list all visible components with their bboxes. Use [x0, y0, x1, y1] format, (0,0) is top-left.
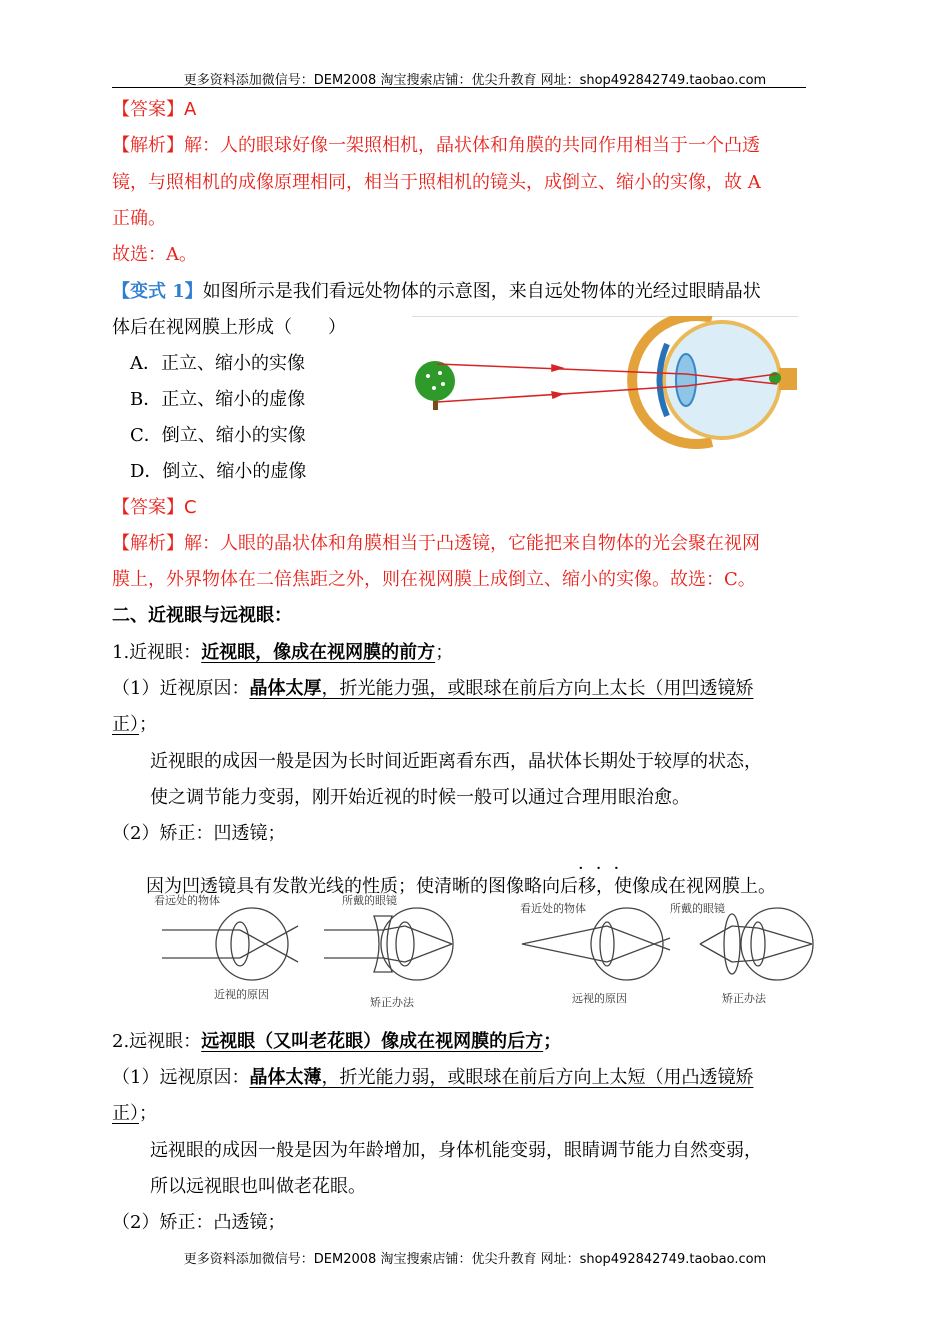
hyperopia-cause-line-2: 正）；	[112, 1103, 157, 1124]
eye-far-object-diagram	[412, 316, 798, 451]
analysis-2-line-2: 膜上，外界物体在二倍焦距之外，则在视网膜上成倒立、缩小的实像。故选：C。	[112, 569, 756, 590]
caption-hyperopia-cause: 远视的原因	[572, 992, 627, 1005]
emphasis-dots: ···	[578, 858, 632, 879]
answer-2: 【答案】C	[112, 497, 197, 518]
analysis-1-line-2: 镜，与照相机的成像原理相同，相当于照相机的镜头，成倒立、缩小的实像，故 A	[112, 172, 761, 193]
myopia-fix: （2）矫正：凹透镜；	[112, 823, 286, 844]
caption-far-object: 看远处的物体	[154, 894, 220, 907]
analysis-2-line-1: 【解析】解：人眼的晶状体和角膜相当于凸透镜，它能把来自物体的光会聚在视网	[112, 533, 760, 554]
caption-glasses-1: 所戴的眼镜	[342, 894, 397, 907]
option-a: A．正立、缩小的实像	[130, 353, 305, 374]
tree-icon	[415, 361, 455, 410]
header-rule	[112, 87, 806, 88]
hyperopia-fix: （2）矫正：凸透镜；	[112, 1212, 286, 1233]
answer-1: 【答案】A	[112, 99, 197, 120]
myopia-definition: 1.近视眼：近视眼，像成在视网膜的前方；	[112, 642, 454, 663]
hyperopia-explain-2: 所以远视眼也叫做老花眼。	[150, 1176, 366, 1197]
eyeball-icon	[632, 316, 797, 444]
variant-question-line-2: 体后在视网膜上形成（ ）	[112, 317, 346, 338]
caption-myopia-fix: 矫正办法	[370, 996, 414, 1009]
option-c: C．倒立、缩小的实像	[130, 425, 306, 446]
analysis-1-line-1: 【解析】解：人的眼球好像一架照相机，晶状体和角膜的共同作用相当于一个凸透	[112, 135, 760, 156]
section-2-title: 二、近视眼与远视眼：	[112, 605, 292, 626]
myopia-explain-1: 近视眼的成因一般是因为长时间近距离看东西，晶状体长期处于较厚的状态，	[150, 751, 762, 772]
caption-near-object: 看近处的物体	[520, 902, 586, 915]
myopia-hyperopia-diagrams	[152, 892, 822, 1010]
page-header: 更多资料添加微信号：DEM2008 淘宝搜索店铺：优尖升教育 网址：shop492842749.taobao.com	[183, 73, 767, 88]
myopia-cause-line-2: 正）；	[112, 714, 157, 735]
myopia-cause: （1）近视原因：晶体太厚，折光能力强，或眼球在前后方向上太长（用凹透镜矫	[112, 678, 754, 699]
page-footer: 更多资料添加微信号：DEM2008 淘宝搜索店铺：优尖升教育 网址：shop492842749.taobao.com	[183, 1252, 767, 1267]
option-d: D．倒立、缩小的虚像	[130, 461, 307, 482]
analysis-1-conclusion: 故选：A。	[112, 244, 197, 265]
caption-hyperopia-fix: 矫正办法	[722, 992, 766, 1005]
caption-myopia-cause: 近视的原因	[214, 988, 269, 1001]
analysis-1-line-3: 正确。	[112, 208, 166, 229]
variant-question-line-1: 【变式 1】如图所示是我们看远处物体的示意图，来自远处物体的光经过眼睛晶状	[112, 281, 761, 302]
myopia-explain-2: 使之调节能力变弱，刚开始近视的时候一般可以通过合理用眼治愈。	[150, 787, 690, 808]
caption-glasses-2: 所戴的眼镜	[670, 902, 725, 915]
hyperopia-definition: 2.远视眼：远视眼（又叫老花眼）像成在视网膜的后方；	[112, 1031, 562, 1052]
myopia-fix-explain: 因为凹透镜具有发散光线的性质；使清晰的图像略向后移，使像成在视网膜上。	[146, 876, 776, 897]
hyperopia-explain-1: 远视眼的成因一般是因为年龄增加，身体机能变弱，眼睛调节能力自然变弱，	[150, 1140, 762, 1161]
option-b: B．正立、缩小的虚像	[130, 389, 306, 410]
hyperopia-cause: （1）远视原因：晶体太薄，折光能力弱，或眼球在前后方向上太短（用凸透镜矫	[112, 1067, 754, 1088]
